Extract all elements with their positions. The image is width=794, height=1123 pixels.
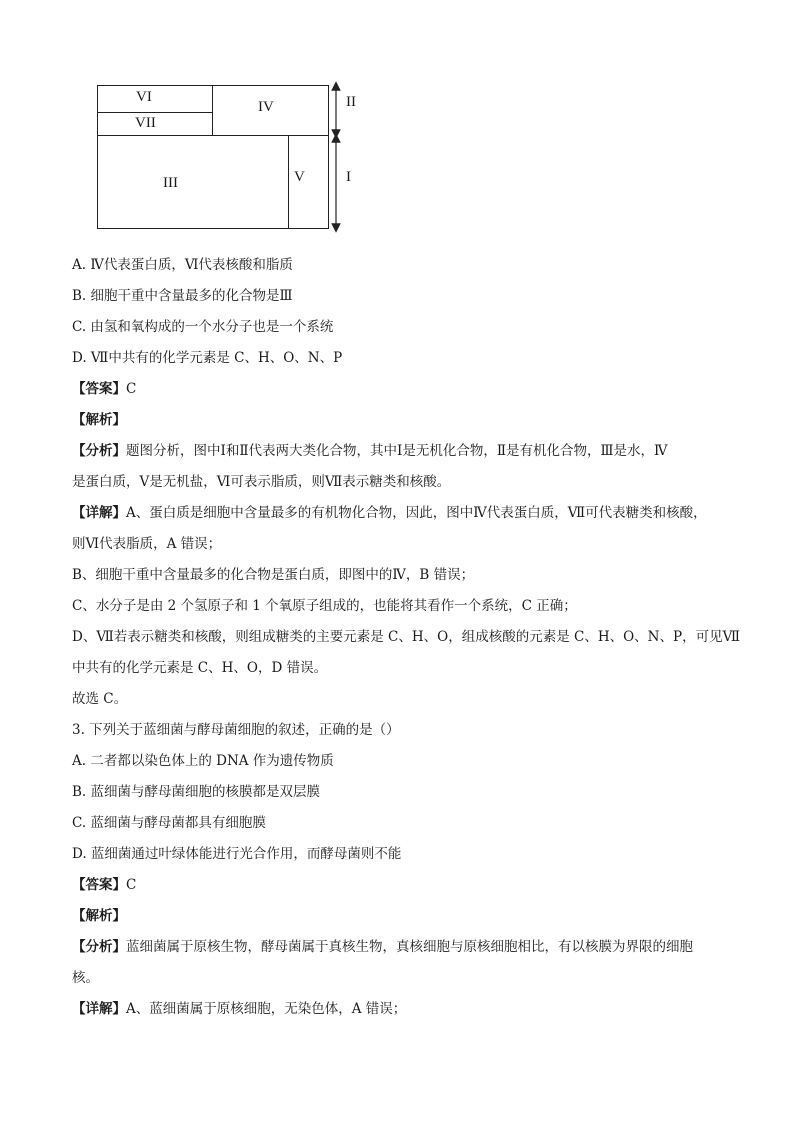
q2-answer bbox=[72, 380, 136, 398]
xiangjie-label: 【详解】 bbox=[72, 505, 126, 521]
label-i: I bbox=[346, 169, 351, 185]
box-iii bbox=[97, 135, 289, 229]
fenxi-label: 【分析】 bbox=[72, 939, 126, 955]
q2-line-c: C、水分子是由 2 个氢原子和 1 个氧原子组成的，也能将其看作一个系统，C 正确； bbox=[72, 598, 577, 614]
label-vii: VII bbox=[135, 115, 156, 131]
q2-conclusion: 故选 C。 bbox=[72, 691, 128, 707]
q2-option-c: C. 由氢和氧构成的一个水分子也是一个系统 bbox=[72, 319, 334, 335]
q3-fenxi-cont: 核。 bbox=[72, 970, 99, 986]
q3-xiangjie bbox=[72, 1000, 406, 1018]
q2-xiangjie bbox=[72, 504, 707, 522]
answer-label: 【答案】 bbox=[72, 877, 126, 893]
label-v: V bbox=[294, 169, 305, 185]
q2-option-d: D. Ⅶ中共有的化学元素是 C、H、O、N、P bbox=[72, 350, 343, 366]
arrows bbox=[324, 80, 354, 240]
xiangjie-text: A、蓝细菌属于原核细胞，无染色体，A 错误； bbox=[126, 1001, 407, 1017]
q3-stem: 3. 下列关于蓝细菌与酵母菌细胞的叙述，正确的是（） bbox=[72, 722, 400, 738]
q3-option-c: C. 蓝细菌与酵母菌都具有细胞膜 bbox=[72, 815, 266, 831]
xiangjie-text: A、蛋白质是细胞中含量最多的有机物化合物，因此，图中Ⅳ代表蛋白质，Ⅶ可代表糖类和核酸， bbox=[126, 505, 707, 521]
q2-line-d: D、Ⅶ若表示糖类和核酸，则组成糖类的主要元素是 C、H、O，组成核酸的元素是 C、H、O、N、P，可见Ⅶ bbox=[72, 629, 740, 645]
q2-option-b: B. 细胞干重中含量最多的化合物是Ⅲ bbox=[72, 288, 293, 304]
q2-fenxi-cont: 是蛋白质，Ⅴ是无机盐，Ⅵ可表示脂质，则Ⅶ表示糖类和核酸。 bbox=[72, 474, 451, 490]
q2-xiangjie-cont: 则Ⅵ代表脂质，A 错误； bbox=[72, 536, 222, 552]
q3-answer bbox=[72, 876, 136, 894]
q3-option-a: A. 二者都以染色体上的 DNA 作为遗传物质 bbox=[72, 753, 334, 769]
q2-line-b: B、细胞干重中含量最多的化合物是蛋白质，即图中的Ⅳ，B 错误； bbox=[72, 567, 475, 583]
xiangjie-label: 【详解】 bbox=[72, 1001, 126, 1017]
fenxi-text: 题图分析，图中Ⅰ和Ⅱ代表两大类化合物，其中Ⅰ是无机化合物，Ⅱ是有机化合物，Ⅲ是水，Ⅳ bbox=[126, 443, 668, 459]
q3-option-d: D. 蓝细菌通过叶绿体能进行光合作用，而酵母菌则不能 bbox=[72, 846, 402, 862]
q3-option-b: B. 蓝细菌与酵母菌细胞的核膜都是双层膜 bbox=[72, 784, 321, 800]
fenxi-label: 【分析】 bbox=[72, 443, 126, 459]
q2-option-a: A. Ⅳ代表蛋白质，Ⅵ代表核酸和脂质 bbox=[72, 257, 293, 273]
label-ii: II bbox=[346, 94, 356, 110]
label-vi: VI bbox=[136, 89, 152, 105]
answer-value: C bbox=[126, 877, 137, 893]
q2-fenxi bbox=[72, 442, 668, 460]
box-vi bbox=[97, 85, 213, 113]
label-iv: IV bbox=[258, 99, 274, 115]
q3-analysis-label: 【解析】 bbox=[72, 908, 126, 924]
q2-analysis-label: 【解析】 bbox=[72, 412, 126, 428]
answer-value: C bbox=[126, 381, 137, 397]
q2-line-d-cont: 中共有的化学元素是 C、H、O，D 错误。 bbox=[72, 660, 328, 676]
fenxi-text: 蓝细菌属于原核生物，酵母菌属于真核生物，真核细胞与原核细胞相比，有以核膜为界限的细胞 bbox=[126, 939, 693, 955]
label-iii: III bbox=[163, 175, 178, 191]
answer-label: 【答案】 bbox=[72, 381, 126, 397]
q3-fenxi bbox=[72, 938, 693, 956]
